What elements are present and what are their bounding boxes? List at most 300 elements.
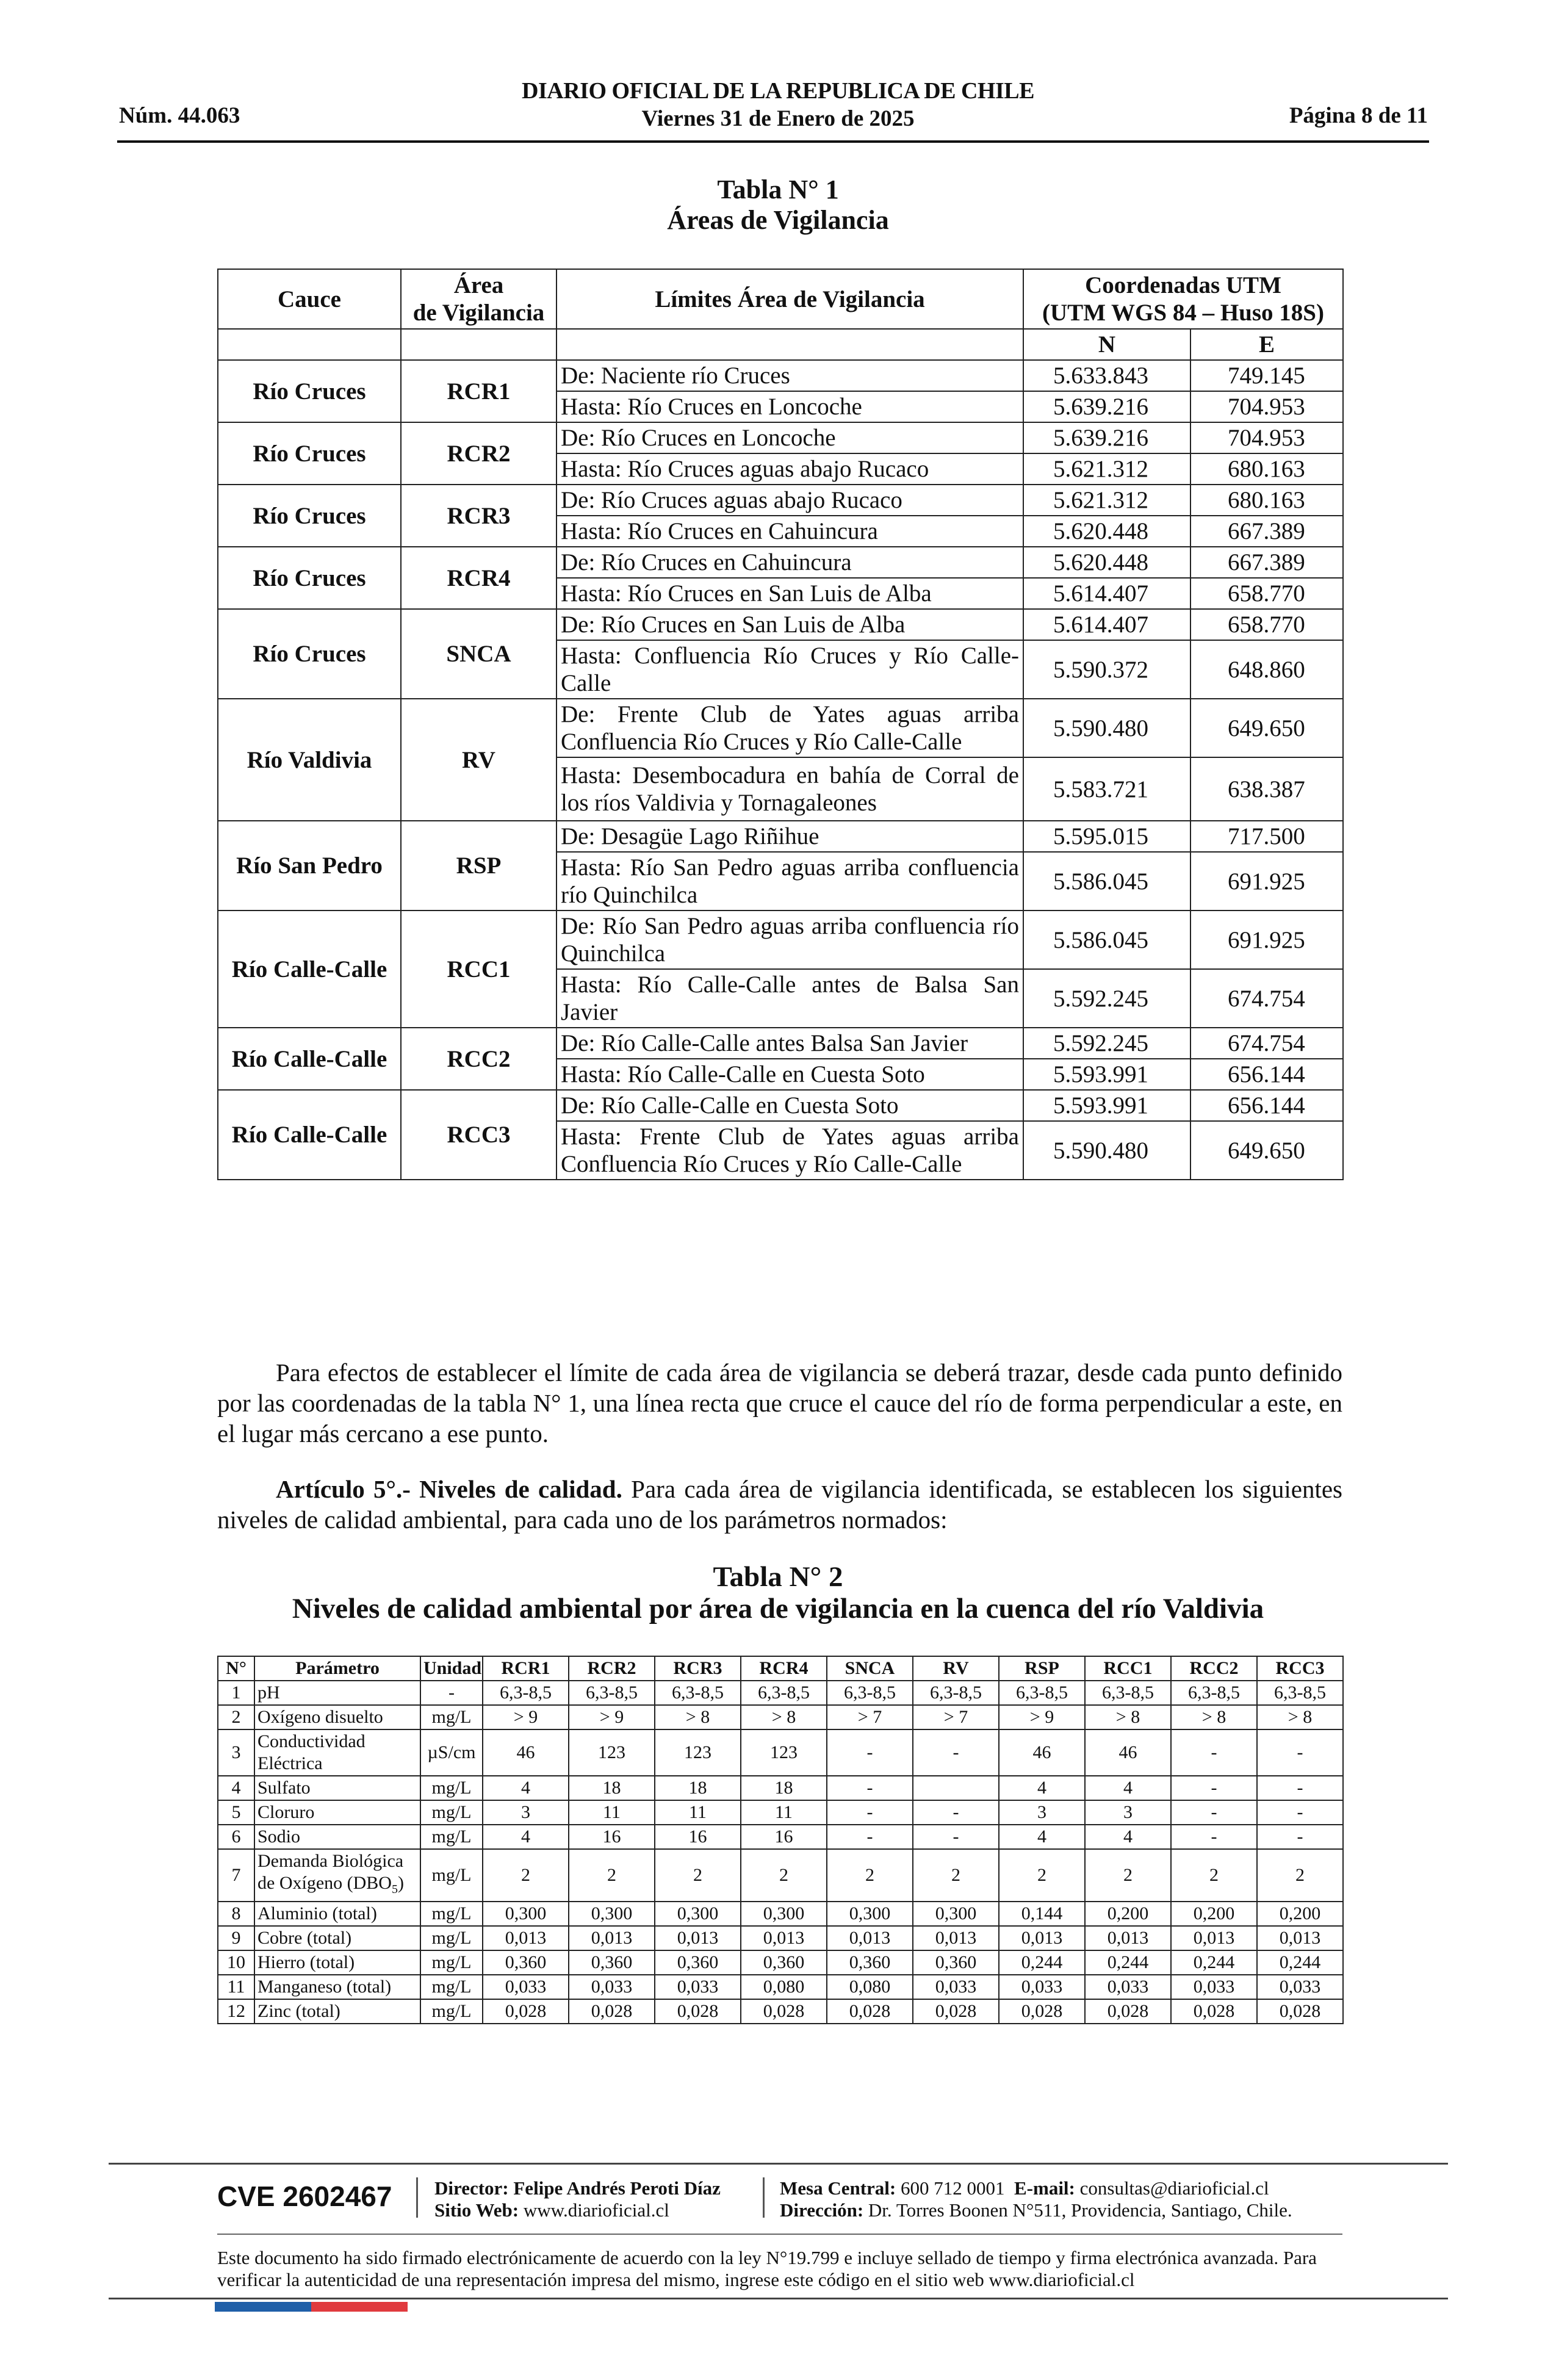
area-code-cell: RCC1: [401, 911, 556, 1028]
table1-title: Áreas de Vigilancia: [667, 205, 889, 235]
area-code-cell: RCR1: [401, 360, 556, 422]
area-code-cell: RCR3: [401, 485, 556, 547]
quality-value-cell: 4: [999, 1825, 1085, 1849]
quality-value-cell: 0,200: [1257, 1902, 1343, 1926]
quality-value-cell: > 8: [1171, 1705, 1257, 1729]
quality-value-cell: 46: [999, 1729, 1085, 1776]
quality-value-cell: -: [827, 1776, 913, 1800]
limit-cell: De: Río Cruces en Cahuincura: [556, 547, 1023, 578]
footer-separator: [416, 2177, 418, 2218]
table1-row: [218, 485, 1343, 516]
quality-value-cell: 0,028: [483, 1999, 569, 2024]
table2-row: [218, 1926, 1343, 1950]
coord-e-cell: 704.953: [1190, 391, 1343, 422]
address: Dr. Torres Boonen N°511, Providencia, Santiago, Chile.: [868, 2199, 1292, 2221]
limit-cell: De: Río Cruces aguas abajo Rucaco: [556, 485, 1023, 516]
contact-info: [780, 2177, 1292, 2221]
row-number-cell: 8: [218, 1902, 254, 1926]
quality-value-cell: -: [1257, 1729, 1343, 1776]
address-label: Dirección:: [780, 2199, 864, 2221]
quality-value-cell: 6,3-8,5: [483, 1681, 569, 1705]
cauce-cell: Río Cruces: [218, 360, 401, 422]
table1-row: [218, 821, 1343, 852]
parameter-cell: Oxígeno disuelto: [254, 1705, 420, 1729]
quality-value-cell: -: [913, 1729, 999, 1776]
coord-n-cell: 5.583.721: [1023, 757, 1190, 821]
quality-value-cell: 0,013: [1171, 1926, 1257, 1950]
quality-value-cell: 6,3-8,5: [999, 1681, 1085, 1705]
row-number-cell: 6: [218, 1825, 254, 1849]
parameter-name: Demanda Biológica de Oxígeno (DBO: [258, 1851, 404, 1893]
quality-value-cell: 0,300: [827, 1902, 913, 1926]
flag-stripe-blue: [215, 2302, 311, 2312]
flag-stripe-red: [311, 2302, 408, 2312]
unit-cell: mg/L: [420, 1975, 483, 1999]
limit-cell: Hasta: Desembocadura en bahía de Corral de los ríos Valdivia y Tornagaleones: [556, 757, 1023, 821]
table1-header-row: [218, 269, 1343, 329]
quality-value-cell: 0,028: [1085, 1999, 1171, 2024]
quality-value-cell: 0,033: [569, 1975, 655, 1999]
parameter-cell: Conductividad Eléctrica: [254, 1729, 420, 1776]
header-cauce: Cauce: [218, 269, 401, 329]
coord-e-cell: 674.754: [1190, 1028, 1343, 1059]
quality-value-cell: 123: [569, 1729, 655, 1776]
unit-cell: mg/L: [420, 1776, 483, 1800]
quality-value-cell: -: [1171, 1729, 1257, 1776]
limit-cell: De: Río Cruces en San Luis de Alba: [556, 609, 1023, 640]
area-code-cell: RCR2: [401, 422, 556, 485]
quality-value-cell: 0,080: [827, 1975, 913, 1999]
table1-row: [218, 422, 1343, 453]
quality-value-cell: 6,3-8,5: [655, 1681, 741, 1705]
paragraph-boundary-definition: Para efectos de establecer el límite de cada área de vigilancia se deberá trazar, desde cada punto definido por las coordenadas de la tabla N° 1, una línea recta que cruce el cauce del río de forma perpendicular a este, en el lugar más cercano a ese punto.: [217, 1358, 1342, 1448]
quality-value-cell: 0,028: [999, 1999, 1085, 2024]
coord-n-cell: 5.633.843: [1023, 360, 1190, 391]
limit-cell: Hasta: Río San Pedro aguas arriba confluencia río Quinchilca: [556, 852, 1023, 911]
quality-value-cell: 2: [999, 1849, 1085, 1902]
quality-value-cell: 0,200: [1171, 1902, 1257, 1926]
quality-value-cell: 2: [827, 1849, 913, 1902]
quality-value-cell: 0,013: [741, 1926, 827, 1950]
coord-e-cell: 656.144: [1190, 1059, 1343, 1090]
table1-row: [218, 360, 1343, 391]
legal-notice: Este documento ha sido firmado electrónicamente de acuerdo con la ley N°19.799 e incluye sellado de tiempo y firma electrónica avanzada. Para verificar la autenticidad de una representación impresa del mismo, ingrese este código en el sitio web www.diarioficial.cl: [217, 2247, 1317, 2290]
quality-value-cell: 0,013: [827, 1926, 913, 1950]
limit-cell: De: Frente Club de Yates aguas arriba Confluencia Río Cruces y Río Calle-Calle: [556, 699, 1023, 757]
header-n: N: [1023, 329, 1190, 360]
coord-e-cell: 667.389: [1190, 516, 1343, 547]
limit-cell: Hasta: Río Cruces en Cahuincura: [556, 516, 1023, 547]
coord-n-cell: 5.620.448: [1023, 547, 1190, 578]
quality-value-cell: > 9: [999, 1705, 1085, 1729]
unit-cell: mg/L: [420, 1705, 483, 1729]
header-coords-line1: Coordenadas UTM: [1085, 272, 1281, 298]
footer-separator: [763, 2177, 765, 2218]
row-number-cell: 3: [218, 1729, 254, 1776]
quality-value-cell: 0,080: [741, 1975, 827, 1999]
table2-row: [218, 1800, 1343, 1825]
blank-cell: [556, 329, 1023, 360]
coord-n-cell: 5.620.448: [1023, 516, 1190, 547]
quality-value-cell: -: [1171, 1825, 1257, 1849]
table1-row: [218, 699, 1343, 757]
coord-e-cell: 691.925: [1190, 911, 1343, 969]
quality-value-cell: 0,360: [569, 1950, 655, 1975]
coord-e-cell: 656.144: [1190, 1090, 1343, 1121]
coord-e-cell: 649.650: [1190, 699, 1343, 757]
parameter-suffix: ): [397, 1873, 404, 1893]
quality-value-cell: 0,033: [483, 1975, 569, 1999]
table2-row: [218, 1681, 1343, 1705]
header-e: E: [1190, 329, 1343, 360]
parameter-cell: pH: [254, 1681, 420, 1705]
quality-value-cell: 16: [655, 1825, 741, 1849]
unit-cell: -: [420, 1681, 483, 1705]
row-number-cell: 11: [218, 1975, 254, 1999]
row-number-cell: 12: [218, 1999, 254, 2024]
quality-value-cell: 0,360: [827, 1950, 913, 1975]
limit-cell: Hasta: Río Calle-Calle antes de Balsa San Javier: [556, 969, 1023, 1028]
coord-n-cell: 5.592.245: [1023, 969, 1190, 1028]
table2-row: [218, 1975, 1343, 1999]
cve-code: CVE 2602467: [217, 2180, 392, 2212]
parameter-cell: Cloruro: [254, 1800, 420, 1825]
quality-value-cell: 6,3-8,5: [741, 1681, 827, 1705]
quality-value-cell: 2: [483, 1849, 569, 1902]
parameter-cell: Manganeso (total): [254, 1975, 420, 1999]
cauce-cell: Río San Pedro: [218, 821, 401, 911]
coord-e-cell: 648.860: [1190, 640, 1343, 699]
quality-value-cell: 3: [1085, 1800, 1171, 1825]
quality-value-cell: 0,300: [655, 1902, 741, 1926]
unit-cell: µS/cm: [420, 1729, 483, 1776]
quality-value-cell: 0,033: [1257, 1975, 1343, 1999]
quality-value-cell: 0,300: [741, 1902, 827, 1926]
quality-value-cell: 0,360: [655, 1950, 741, 1975]
footer-divider-top: [109, 2163, 1448, 2165]
coord-n-cell: 5.593.991: [1023, 1059, 1190, 1090]
coord-e-cell: 717.500: [1190, 821, 1343, 852]
limit-cell: Hasta: Frente Club de Yates aguas arriba Confluencia Río Cruces y Río Calle-Calle: [556, 1121, 1023, 1180]
quality-value-cell: 0,033: [655, 1975, 741, 1999]
coord-n-cell: 5.614.407: [1023, 609, 1190, 640]
table2-header-cell: RCC3: [1257, 1656, 1343, 1681]
quality-value-cell: 123: [741, 1729, 827, 1776]
unit-cell: mg/L: [420, 1999, 483, 2024]
cauce-cell: Río Valdivia: [218, 699, 401, 821]
limit-cell: De: Río Cruces en Loncoche: [556, 422, 1023, 453]
row-number-cell: 5: [218, 1800, 254, 1825]
unit-cell: mg/L: [420, 1800, 483, 1825]
coord-n-cell: 5.621.312: [1023, 453, 1190, 485]
limit-cell: De: Desagüe Lago Riñihue: [556, 821, 1023, 852]
quality-value-cell: 0,300: [913, 1902, 999, 1926]
coord-n-cell: 5.590.372: [1023, 640, 1190, 699]
site-url[interactable]: www.diarioficial.cl: [523, 2199, 669, 2221]
coord-e-cell: 674.754: [1190, 969, 1343, 1028]
quality-value-cell: 0,028: [827, 1999, 913, 2024]
coord-e-cell: 658.770: [1190, 609, 1343, 640]
quality-value-cell: 2: [655, 1849, 741, 1902]
quality-value-cell: 6,3-8,5: [569, 1681, 655, 1705]
quality-value-cell: -: [913, 1825, 999, 1849]
publication-date: Viernes 31 de Enero de 2025: [641, 106, 915, 131]
table2-title: Niveles de calidad ambiental por área de vigilancia en la cuenca del río Valdivia: [292, 1593, 1264, 1625]
row-number-cell: 4: [218, 1776, 254, 1800]
quality-value-cell: > 7: [913, 1705, 999, 1729]
parameter-cell: Zinc (total): [254, 1999, 420, 2024]
table2-header-cell: RV: [913, 1656, 999, 1681]
blank-cell: [401, 329, 556, 360]
coord-e-cell: 704.953: [1190, 422, 1343, 453]
table2-header-cell: Unidad: [420, 1656, 483, 1681]
coord-n-cell: 5.592.245: [1023, 1028, 1190, 1059]
quality-value-cell: 0,028: [1171, 1999, 1257, 2024]
quality-value-cell: -: [827, 1800, 913, 1825]
article-5-text: Para cada área de vigilancia identificada, se establecen los siguientes niveles de calidad ambiental, para cada uno de los parámetros normados:: [217, 1475, 1343, 1534]
quality-value-cell: 0,033: [999, 1975, 1085, 1999]
quality-value-cell: 2: [569, 1849, 655, 1902]
table2-row: [218, 1825, 1343, 1849]
quality-value-cell: 0,300: [569, 1902, 655, 1926]
quality-value-cell: -: [827, 1825, 913, 1849]
coord-n-cell: 5.593.991: [1023, 1090, 1190, 1121]
table2-header-cell: RSP: [999, 1656, 1085, 1681]
quality-value-cell: 6,3-8,5: [1257, 1681, 1343, 1705]
table1-caption: [0, 175, 1556, 236]
mesa-phone: 600 712 0001: [901, 2177, 1005, 2199]
quality-value-cell: 0,028: [741, 1999, 827, 2024]
table2-header-row: [218, 1656, 1343, 1681]
quality-value-cell: 0,028: [569, 1999, 655, 2024]
cauce-cell: Río Calle-Calle: [218, 1090, 401, 1180]
limit-cell: Hasta: Río Calle-Calle en Cuesta Soto: [556, 1059, 1023, 1090]
unit-cell: mg/L: [420, 1902, 483, 1926]
coord-n-cell: 5.586.045: [1023, 852, 1190, 911]
limit-cell: De: Río Calle-Calle en Cuesta Soto: [556, 1090, 1023, 1121]
coord-n-cell: 5.595.015: [1023, 821, 1190, 852]
quality-value-cell: 16: [569, 1825, 655, 1849]
director-label: Director:: [434, 2177, 509, 2199]
header-coords-line2: (UTM WGS 84 – Huso 18S): [1042, 300, 1324, 326]
row-number-cell: 7: [218, 1849, 254, 1902]
quality-value-cell: 0,360: [483, 1950, 569, 1975]
coord-e-cell: 638.387: [1190, 757, 1343, 821]
quality-value-cell: 18: [569, 1776, 655, 1800]
coord-n-cell: 5.586.045: [1023, 911, 1190, 969]
quality-value-cell: -: [827, 1729, 913, 1776]
article-5-paragraph: [217, 1474, 1342, 1535]
quality-value-cell: 6,3-8,5: [913, 1681, 999, 1705]
area-code-cell: RCR4: [401, 547, 556, 609]
parameter-cell: Sodio: [254, 1825, 420, 1849]
table2-header-cell: RCR3: [655, 1656, 741, 1681]
quality-value-cell: > 8: [1085, 1705, 1171, 1729]
quality-value-cell: 0,013: [1257, 1926, 1343, 1950]
quality-value-cell: 2: [741, 1849, 827, 1902]
limit-cell: De: Río San Pedro aguas arriba confluencia río Quinchilca: [556, 911, 1023, 969]
quality-value-cell: 4: [999, 1776, 1085, 1800]
quality-value-cell: 0,028: [913, 1999, 999, 2024]
quality-value-cell: 18: [741, 1776, 827, 1800]
unit-cell: mg/L: [420, 1926, 483, 1950]
table-vigilance-areas: [217, 269, 1344, 1180]
quality-value-cell: 0,360: [741, 1950, 827, 1975]
table2-header-cell: RCR4: [741, 1656, 827, 1681]
quality-value-cell: 6,3-8,5: [827, 1681, 913, 1705]
coord-n-cell: 5.590.480: [1023, 699, 1190, 757]
quality-value-cell: 0,033: [913, 1975, 999, 1999]
table2-row: [218, 1902, 1343, 1926]
quality-value-cell: 46: [1085, 1729, 1171, 1776]
email-address[interactable]: consultas@diarioficial.cl: [1079, 2177, 1269, 2199]
quality-value-cell: 0,033: [1085, 1975, 1171, 1999]
coord-n-cell: 5.639.216: [1023, 422, 1190, 453]
footer-divider-mid: [217, 2234, 1342, 2235]
quality-value-cell: 2: [1085, 1849, 1171, 1902]
quality-value-cell: 46: [483, 1729, 569, 1776]
quality-value-cell: 0,300: [483, 1902, 569, 1926]
quality-value-cell: 11: [655, 1800, 741, 1825]
quality-value-cell: 0,144: [999, 1902, 1085, 1926]
quality-value-cell: 0,244: [1085, 1950, 1171, 1975]
row-number-cell: 9: [218, 1926, 254, 1950]
coord-e-cell: 658.770: [1190, 578, 1343, 609]
area-code-cell: RSP: [401, 821, 556, 911]
coord-n-cell: 5.614.407: [1023, 578, 1190, 609]
page-number: Página 8 de 11: [1289, 103, 1428, 128]
quality-value-cell: 123: [655, 1729, 741, 1776]
limit-cell: De: Naciente río Cruces: [556, 360, 1023, 391]
area-code-cell: RCC2: [401, 1028, 556, 1090]
quality-value-cell: 4: [483, 1776, 569, 1800]
table1-number: Tabla N° 1: [717, 175, 839, 204]
limit-cell: De: Río Calle-Calle antes Balsa San Javier: [556, 1028, 1023, 1059]
footer-divider-bottom: [109, 2298, 1448, 2299]
header-area-line1: Área: [453, 272, 504, 298]
quality-value-cell: > 8: [741, 1705, 827, 1729]
publication-title: DIARIO OFICIAL DE LA REPUBLICA DE CHILE: [522, 78, 1034, 104]
header-area-line2: de Vigilancia: [412, 300, 545, 326]
site-label: Sitio Web:: [434, 2199, 519, 2221]
quality-value-cell: 0,013: [913, 1926, 999, 1950]
limit-cell: Hasta: Río Cruces en Loncoche: [556, 391, 1023, 422]
cauce-cell: Río Cruces: [218, 609, 401, 699]
coord-e-cell: 680.163: [1190, 485, 1343, 516]
quality-value-cell: 0,244: [1171, 1950, 1257, 1975]
coord-n-cell: 5.621.312: [1023, 485, 1190, 516]
quality-value-cell: 0,200: [1085, 1902, 1171, 1926]
table2-header-cell: RCR2: [569, 1656, 655, 1681]
coord-e-cell: 749.145: [1190, 360, 1343, 391]
cauce-cell: Río Cruces: [218, 485, 401, 547]
table2-header-cell: Parámetro: [254, 1656, 420, 1681]
issue-number: Núm. 44.063: [119, 103, 240, 128]
parameter-cell: Aluminio (total): [254, 1902, 420, 1926]
quality-value-cell: 6,3-8,5: [1171, 1681, 1257, 1705]
area-code-cell: SNCA: [401, 609, 556, 699]
table2-caption: [0, 1561, 1556, 1625]
quality-value-cell: 2: [1171, 1849, 1257, 1902]
table2-number: Tabla N° 2: [713, 1561, 843, 1593]
quality-value-cell: 0,028: [655, 1999, 741, 2024]
quality-value-cell: 2: [1257, 1849, 1343, 1902]
coord-e-cell: 649.650: [1190, 1121, 1343, 1180]
quality-value-cell: 11: [741, 1800, 827, 1825]
limit-cell: Hasta: Río Cruces en San Luis de Alba: [556, 578, 1023, 609]
row-number-cell: 10: [218, 1950, 254, 1975]
quality-value-cell: > 8: [655, 1705, 741, 1729]
article-5-heading: Artículo 5°.- Niveles de calidad.: [276, 1475, 622, 1503]
table1-row: [218, 911, 1343, 969]
quality-value-cell: 4: [1085, 1776, 1171, 1800]
table-quality-levels: [217, 1656, 1344, 2024]
quality-value-cell: 2: [913, 1849, 999, 1902]
coord-e-cell: 680.163: [1190, 453, 1343, 485]
table1-row: [218, 1090, 1343, 1121]
table1-row: [218, 547, 1343, 578]
quality-value-cell: 0,028: [1257, 1999, 1343, 2024]
table2-header-cell: RCR1: [483, 1656, 569, 1681]
limit-cell: Hasta: Confluencia Río Cruces y Río Calle-Calle: [556, 640, 1023, 699]
header-area: [401, 269, 556, 329]
table1-row: [218, 609, 1343, 640]
quality-value-cell: > 7: [827, 1705, 913, 1729]
table2-row: [218, 1776, 1343, 1800]
quality-value-cell: -: [1257, 1800, 1343, 1825]
blank-cell: [218, 329, 401, 360]
table2-row: [218, 1999, 1343, 2024]
quality-value-cell: 11: [569, 1800, 655, 1825]
quality-value-cell: 4: [483, 1825, 569, 1849]
table2-row: [218, 1705, 1343, 1729]
mesa-label: Mesa Central:: [780, 2177, 896, 2199]
table1-row: [218, 1028, 1343, 1059]
quality-value-cell: > 9: [483, 1705, 569, 1729]
cauce-cell: Río Calle-Calle: [218, 1028, 401, 1090]
table2-header-cell: RCC1: [1085, 1656, 1171, 1681]
quality-value-cell: 4: [1085, 1825, 1171, 1849]
row-number-cell: 1: [218, 1681, 254, 1705]
quality-value-cell: 18: [655, 1776, 741, 1800]
coord-e-cell: 667.389: [1190, 547, 1343, 578]
header-divider: [117, 140, 1429, 143]
parameter-cell: Cobre (total): [254, 1926, 420, 1950]
cauce-cell: Río Calle-Calle: [218, 911, 401, 1028]
quality-value-cell: 16: [741, 1825, 827, 1849]
unit-cell: mg/L: [420, 1950, 483, 1975]
quality-value-cell: 0,244: [1257, 1950, 1343, 1975]
quality-value-cell: 0,013: [999, 1926, 1085, 1950]
table2-row: [218, 1729, 1343, 1776]
area-code-cell: RV: [401, 699, 556, 821]
coord-n-cell: 5.639.216: [1023, 391, 1190, 422]
area-code-cell: RCC3: [401, 1090, 556, 1180]
table2-header-cell: SNCA: [827, 1656, 913, 1681]
quality-value-cell: 0,244: [999, 1950, 1085, 1975]
quality-value-cell: 6,3-8,5: [1085, 1681, 1171, 1705]
director-info: [434, 2177, 721, 2221]
quality-value-cell: 3: [999, 1800, 1085, 1825]
header-coords: [1023, 269, 1343, 329]
coord-e-cell: 691.925: [1190, 852, 1343, 911]
unit-cell: mg/L: [420, 1849, 483, 1902]
quality-value-cell: 3: [483, 1800, 569, 1825]
email-label: E-mail:: [1014, 2177, 1075, 2199]
quality-value-cell: > 8: [1257, 1705, 1343, 1729]
table2-header-cell: RCC2: [1171, 1656, 1257, 1681]
coord-n-cell: 5.590.480: [1023, 1121, 1190, 1180]
